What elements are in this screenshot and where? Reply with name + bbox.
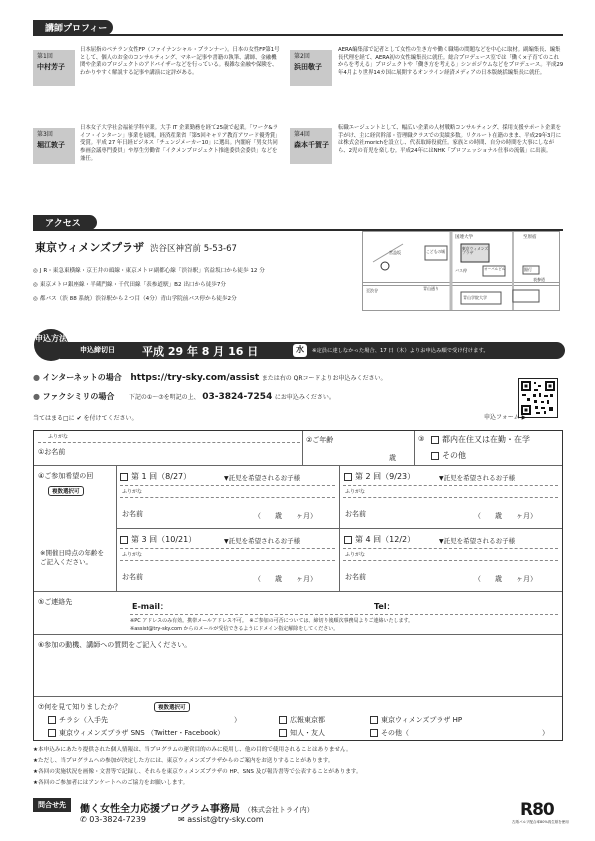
- map-label-oval: オーバルビル: [484, 267, 506, 271]
- contact-note-1: ※PC アドレスのみ有効。携帯メールアドレス不可。 ※ご参加の可否については、締切り後順次事務局よりご連絡いたします。: [130, 618, 414, 624]
- route-1: ◎ J R・東急東横線・京王井の頭線・東京メトロ副都心線「渋谷駅」宮益坂口から徒歩 12 分: [33, 266, 265, 274]
- session-3-childcare-label: 託児を希望されるお子様: [228, 537, 301, 545]
- fax-number: 03-3824-7254: [202, 392, 273, 402]
- email-label: E-mail：: [132, 602, 169, 611]
- map-label-harajuku: 至原宿: [523, 235, 537, 240]
- source-hp[interactable]: [370, 715, 462, 725]
- contact-email[interactable]: [178, 815, 264, 824]
- checkbox[interactable]: [370, 716, 378, 724]
- q6-motivation-label: ⑥参加の動機、講師への質問をご記入ください。: [38, 641, 192, 649]
- q4-multi-tag: 複数選択可: [48, 486, 84, 496]
- childcare-3-top: [120, 548, 335, 549]
- checkbox[interactable]: [344, 536, 352, 544]
- venue-address: 渋谷区神宮前 5-53-67: [150, 244, 237, 254]
- source-friend[interactable]: [279, 728, 325, 738]
- contact-tag: 問合せ先: [33, 798, 71, 812]
- form-row-line: [34, 591, 562, 592]
- email-address[interactable]: assist@try-sky.com: [187, 815, 264, 824]
- name-field[interactable]: [84, 443, 294, 463]
- fax-label: ファクシミリの場合: [42, 392, 115, 401]
- map-label-agu: 青山学院大学: [463, 295, 487, 300]
- check-note: 当てはまる□に ✔ を付けてください。: [33, 415, 138, 422]
- note-3: ★各回の実施状況を画像・文書等で記録し、それらを東京ウィメンズプラザの HP、SNS 及び報告書等で公表することがあります。: [33, 769, 362, 775]
- motivation-field[interactable]: [38, 653, 558, 693]
- org-company: （株式会社トライ内）: [243, 806, 314, 814]
- session-2-option[interactable]: [344, 471, 415, 482]
- session-2-childcare: [439, 473, 515, 482]
- q3-option-other[interactable]: [431, 450, 466, 461]
- q7-source-label: ⑦何を見て知りましたか？: [38, 703, 122, 711]
- form-col-line: [414, 431, 415, 465]
- triangle-icon: ▼: [224, 538, 229, 545]
- triangle-icon: ▼: [439, 538, 444, 545]
- q3-option-resident-label: 都内在住又は在勤・在学: [442, 435, 530, 444]
- speaker-3-num: 第3回: [37, 131, 53, 138]
- speakers-header-line: [33, 34, 563, 36]
- checkbox[interactable]: [48, 716, 56, 724]
- r80-logo: R80: [520, 800, 554, 820]
- map-label-unu: 国連大学: [455, 235, 473, 240]
- speaker-3-name: 堀江敦子: [37, 140, 65, 149]
- speaker-4-bio: 転職エージェントとして、幅広い企業の人材戦略コンサルティング、採用支援サポート企業を手がけ、主に経営幹部・管理職クラスでの実績多数。リクルート在籍のまま、平成29年3月には株式会社morichを設立し、代表取締役就任。家族との時間、自分の時間を大事にしながら、2児の育児を楽しむ。平成24年にはNHK「プロフェッショナル仕事の流儀」に出演。: [338, 125, 562, 155]
- speaker-4-label: [290, 128, 332, 164]
- tel-field[interactable]: [399, 599, 554, 611]
- internet-line: ● インターネットの場合 https://try-sky.com/assist または右の QRコードよりお申込みください。: [33, 373, 387, 383]
- form-link-label[interactable]: 申込フォーム: [484, 414, 520, 421]
- age-field[interactable]: [324, 445, 384, 461]
- session-1-childcare: [224, 473, 300, 482]
- session-1-childcare-label: 託児を希望されるお子様: [228, 474, 301, 482]
- source-flyer-label: チラシ（入手先: [59, 716, 108, 724]
- checkbox[interactable]: [431, 436, 439, 444]
- childcare-1-top: [120, 485, 335, 486]
- q3-label: ③: [418, 435, 425, 443]
- tel-label: Tel：: [374, 602, 395, 611]
- speaker-2-label: [290, 50, 332, 86]
- checkbox[interactable]: [344, 473, 352, 481]
- source-flyer[interactable]: [48, 715, 108, 725]
- speaker-4-num: 第4回: [294, 131, 310, 138]
- session-4-option[interactable]: [344, 534, 415, 545]
- map-label-miyamasu: 宮益坂: [389, 250, 401, 255]
- q2-age-label: ②ご年齢: [306, 436, 334, 444]
- session-1-option[interactable]: [120, 471, 191, 482]
- map-label-plaza: 東京ウィメンズプラザ: [462, 246, 489, 256]
- q1-name-label: ①お名前: [38, 448, 66, 456]
- note-4: ★各回のご参加者にはアンケートへのご協力をお願いします。: [33, 780, 189, 786]
- triangle-icon: ▼: [224, 475, 229, 482]
- childcare-1-dash: [120, 497, 335, 498]
- session-4-childcare: [439, 536, 515, 545]
- contact-org: [80, 797, 314, 816]
- checkbox[interactable]: [48, 729, 56, 737]
- session-4-childcare-label: 託児を希望されるお子様: [443, 537, 516, 545]
- r80-note: 古紙パルプ配合率80%再生紙を使用: [512, 820, 569, 824]
- map-label-bus: バス停: [455, 268, 467, 273]
- session-grid-line: [116, 528, 562, 529]
- childcare-2-top: [343, 485, 558, 486]
- session-1-furigana: ふりがな: [122, 489, 143, 495]
- speakers-header: 講師プロフィール: [33, 20, 113, 35]
- session-1-child-name: お名前: [122, 510, 143, 518]
- childcare-2-dash: [343, 497, 558, 498]
- checkbox[interactable]: [279, 716, 287, 724]
- session-4-child-age: （ 歳 ヶ月）: [474, 575, 537, 583]
- speaker-1-num: 第1回: [37, 53, 53, 60]
- map-label-bank: 銀行: [524, 267, 532, 272]
- checkbox[interactable]: [431, 452, 439, 460]
- source-hp-label: 東京ウィメンズプラザ HP: [381, 716, 463, 724]
- fax-prefix: 下記の①～⑦を明記の上、: [128, 394, 200, 401]
- session-2-child-age: （ 歳 ヶ月）: [474, 512, 537, 520]
- source-other-label: その他（: [381, 729, 409, 737]
- form-row-line: [34, 634, 562, 635]
- source-friend-label: 知人・友人: [290, 729, 325, 737]
- speaker-2-bio: AERA編集部で記者として女性の生き方や働く職場の問題などを中心に取材。副編集長、編集長代理を経て、AERA初の女性編集長に就任。総合プロデュース室では「働く×子育てのこれからを考える」プロジェクトや「働き方を考える」シンポジウムなどをプロデュース。平成29年4月より世界14カ国に展開するオンライン経済メディアの日本版統括編集長に就任。: [338, 47, 564, 77]
- session-2-childcare-label: 託児を希望されるお子様: [443, 474, 516, 482]
- source-sns[interactable]: [48, 728, 224, 738]
- deadline-label: 申込締切日: [80, 346, 115, 354]
- fax-suffix: にお申込みください。: [274, 394, 335, 401]
- speaker-4-name: 森本千賀子: [294, 140, 329, 149]
- speaker-1-bio: 日本屈指のベテラン女性FP（ファイナンシャル・プランナー）。日本の女性FP第1号として、個人のお金のコンサルティング、マネー記事や書籍の執筆、講師、金融機関や企業のプロジェクトのアドバイザーなどを行っている。複雑な金融や保険を、わかりやすく解説する記事や講演に定評がある。: [80, 47, 280, 77]
- access-header: アクセス: [33, 215, 97, 230]
- form-link[interactable]: 申込フォーム ▶: [484, 414, 527, 421]
- internet-suffix: または右の QRコードよりお申込みください。: [261, 375, 387, 382]
- session-1-label: 第 1 回（8/27）: [131, 472, 192, 481]
- child-age-note: ※開催日時点の年齢をご記入ください。: [40, 549, 104, 567]
- session-3-option[interactable]: [120, 534, 196, 545]
- map-label-kodomo: こどもの城: [426, 249, 445, 254]
- checkbox[interactable]: [370, 729, 378, 737]
- session-3-furigana: ふりがな: [122, 552, 143, 558]
- q3-option-other-label: その他: [442, 451, 466, 460]
- session-4-child-name: お名前: [345, 573, 366, 581]
- childcare-3-dash: [120, 560, 335, 561]
- session-4-furigana: ふりがな: [345, 552, 366, 558]
- session-2-label: 第 2 回（9/23）: [355, 472, 416, 481]
- contact-dash: [130, 614, 558, 615]
- source-koho[interactable]: [279, 715, 325, 725]
- mail-icon: ✉: [178, 815, 185, 824]
- note-2: ★ただし、当プログラムへの参加が決定した方には、東京ウィメンズプラザからのご案内をお送りすることがあります。: [33, 758, 334, 764]
- session-2-furigana: ふりがな: [345, 489, 366, 495]
- childcare-4-top: [343, 548, 558, 549]
- phone-number: 03-3824-7239: [89, 815, 146, 824]
- email-field[interactable]: [174, 599, 364, 611]
- session-1-child-age: （ 歳 ヶ月）: [254, 512, 317, 520]
- age-unit: 歳: [389, 454, 396, 462]
- speaker-3-bio: 日本女子大学社会福祉学科卒業。大手 IT 企業勤務を経て25歳で起業。「ワーク&ライフ・インターン」事業を展開。経済産業省「第5回キャリア教育アワード優秀賞」受賞。平成 27 年日経ビジネス「チェンジメーカー10」に選出。内閣府「男女共同参画会議専門委員」や厚生労働省「イクメンプロジェクト推進委員会委員」などを兼任。: [80, 125, 278, 162]
- session-4-label: 第 4 回（12/2）: [355, 535, 416, 544]
- speaker-1-label: [33, 50, 75, 86]
- triangle-icon: ▼: [439, 475, 444, 482]
- deadline-note: ※定員に達しなかった場合、17 日（木）よりお申込み順で受け付けます。: [312, 348, 489, 354]
- form-row-line: [34, 696, 562, 697]
- session-3-childcare: [224, 536, 300, 545]
- speaker-2-name: 浜田敬子: [294, 62, 322, 71]
- note-1: ★本申込みにあたり提供された個人情報は、当プログラムの運営目的のみに使用し、他の目的で使用されることはありません。: [33, 747, 352, 753]
- q7-multi-tag: 複数選択可: [154, 702, 190, 712]
- internet-label: インターネットの場合: [42, 373, 122, 382]
- access-map: [362, 231, 560, 311]
- source-other-close: ）: [542, 729, 549, 737]
- phone-icon: ✆: [80, 815, 87, 824]
- q5-contact-label: ⑤ご連絡先: [38, 598, 73, 606]
- name-furigana: ふりがな: [48, 434, 69, 440]
- map-label-aoyama: 青山通り: [423, 286, 439, 291]
- venue-title: [35, 239, 237, 255]
- source-flyer-close: ）: [234, 716, 241, 724]
- q4-session-label: ④ご参加希望の回: [38, 472, 94, 480]
- contact-phone: [80, 815, 146, 824]
- form-col-line: [302, 431, 303, 465]
- q3-option-resident[interactable]: [431, 434, 530, 445]
- source-koho-label: 広報東京都: [290, 716, 325, 724]
- source-other[interactable]: [370, 728, 409, 738]
- checkbox[interactable]: [120, 473, 128, 481]
- application-form: [33, 430, 563, 741]
- source-sns-label: 東京ウィメンズプラザ SNS （Twitter・Facebook）: [59, 729, 225, 737]
- deadline-day: 水: [293, 344, 307, 357]
- checkbox[interactable]: [279, 729, 287, 737]
- contact-note-2: ※assist@try-sky.com からのメールが受信できるようにドメイン指定解除をしてください。: [130, 626, 339, 632]
- session-3-child-age: （ 歳 ヶ月）: [254, 575, 317, 583]
- fax-line: ● ファクシミリの場合 下記の①～⑦を明記の上、 03-3824-7254 にお申込みください。: [33, 392, 335, 402]
- route-3: ◎ 都バス（渋 88 系統）渋谷駅から２つ目（4分）青山学院前バス停から徒歩2分: [33, 294, 237, 302]
- map-label-shibuya: 至渋谷: [366, 288, 378, 293]
- apply-url[interactable]: https://try-sky.com/assist: [130, 373, 260, 383]
- deadline-bar: [60, 342, 565, 359]
- checkbox[interactable]: [120, 536, 128, 544]
- venue-name: 東京ウィメンズプラザ: [35, 241, 145, 254]
- speaker-1-name: 中村芳子: [37, 62, 65, 71]
- form-row-line: [34, 465, 562, 466]
- route-2: ◎ 東京メトロ銀座線・半蔵門線・千代田線「表参道駅」B2 出口から徒歩7分: [33, 280, 226, 288]
- session-2-child-name: お名前: [345, 510, 366, 518]
- map-label-omotesando: 表参道: [533, 277, 545, 282]
- org-name: 働く女性全力応援プログラム事務局: [80, 804, 240, 815]
- apply-method-badge: 申込方法: [34, 329, 68, 361]
- childcare-4-dash: [343, 560, 558, 561]
- session-3-child-name: お名前: [122, 573, 143, 581]
- speaker-3-label: [33, 128, 75, 164]
- speaker-2-num: 第2回: [294, 53, 310, 60]
- deadline-date: 平成 29 年 8 月 16 日: [142, 345, 259, 358]
- session-3-label: 第 3 回（10/21）: [131, 535, 197, 544]
